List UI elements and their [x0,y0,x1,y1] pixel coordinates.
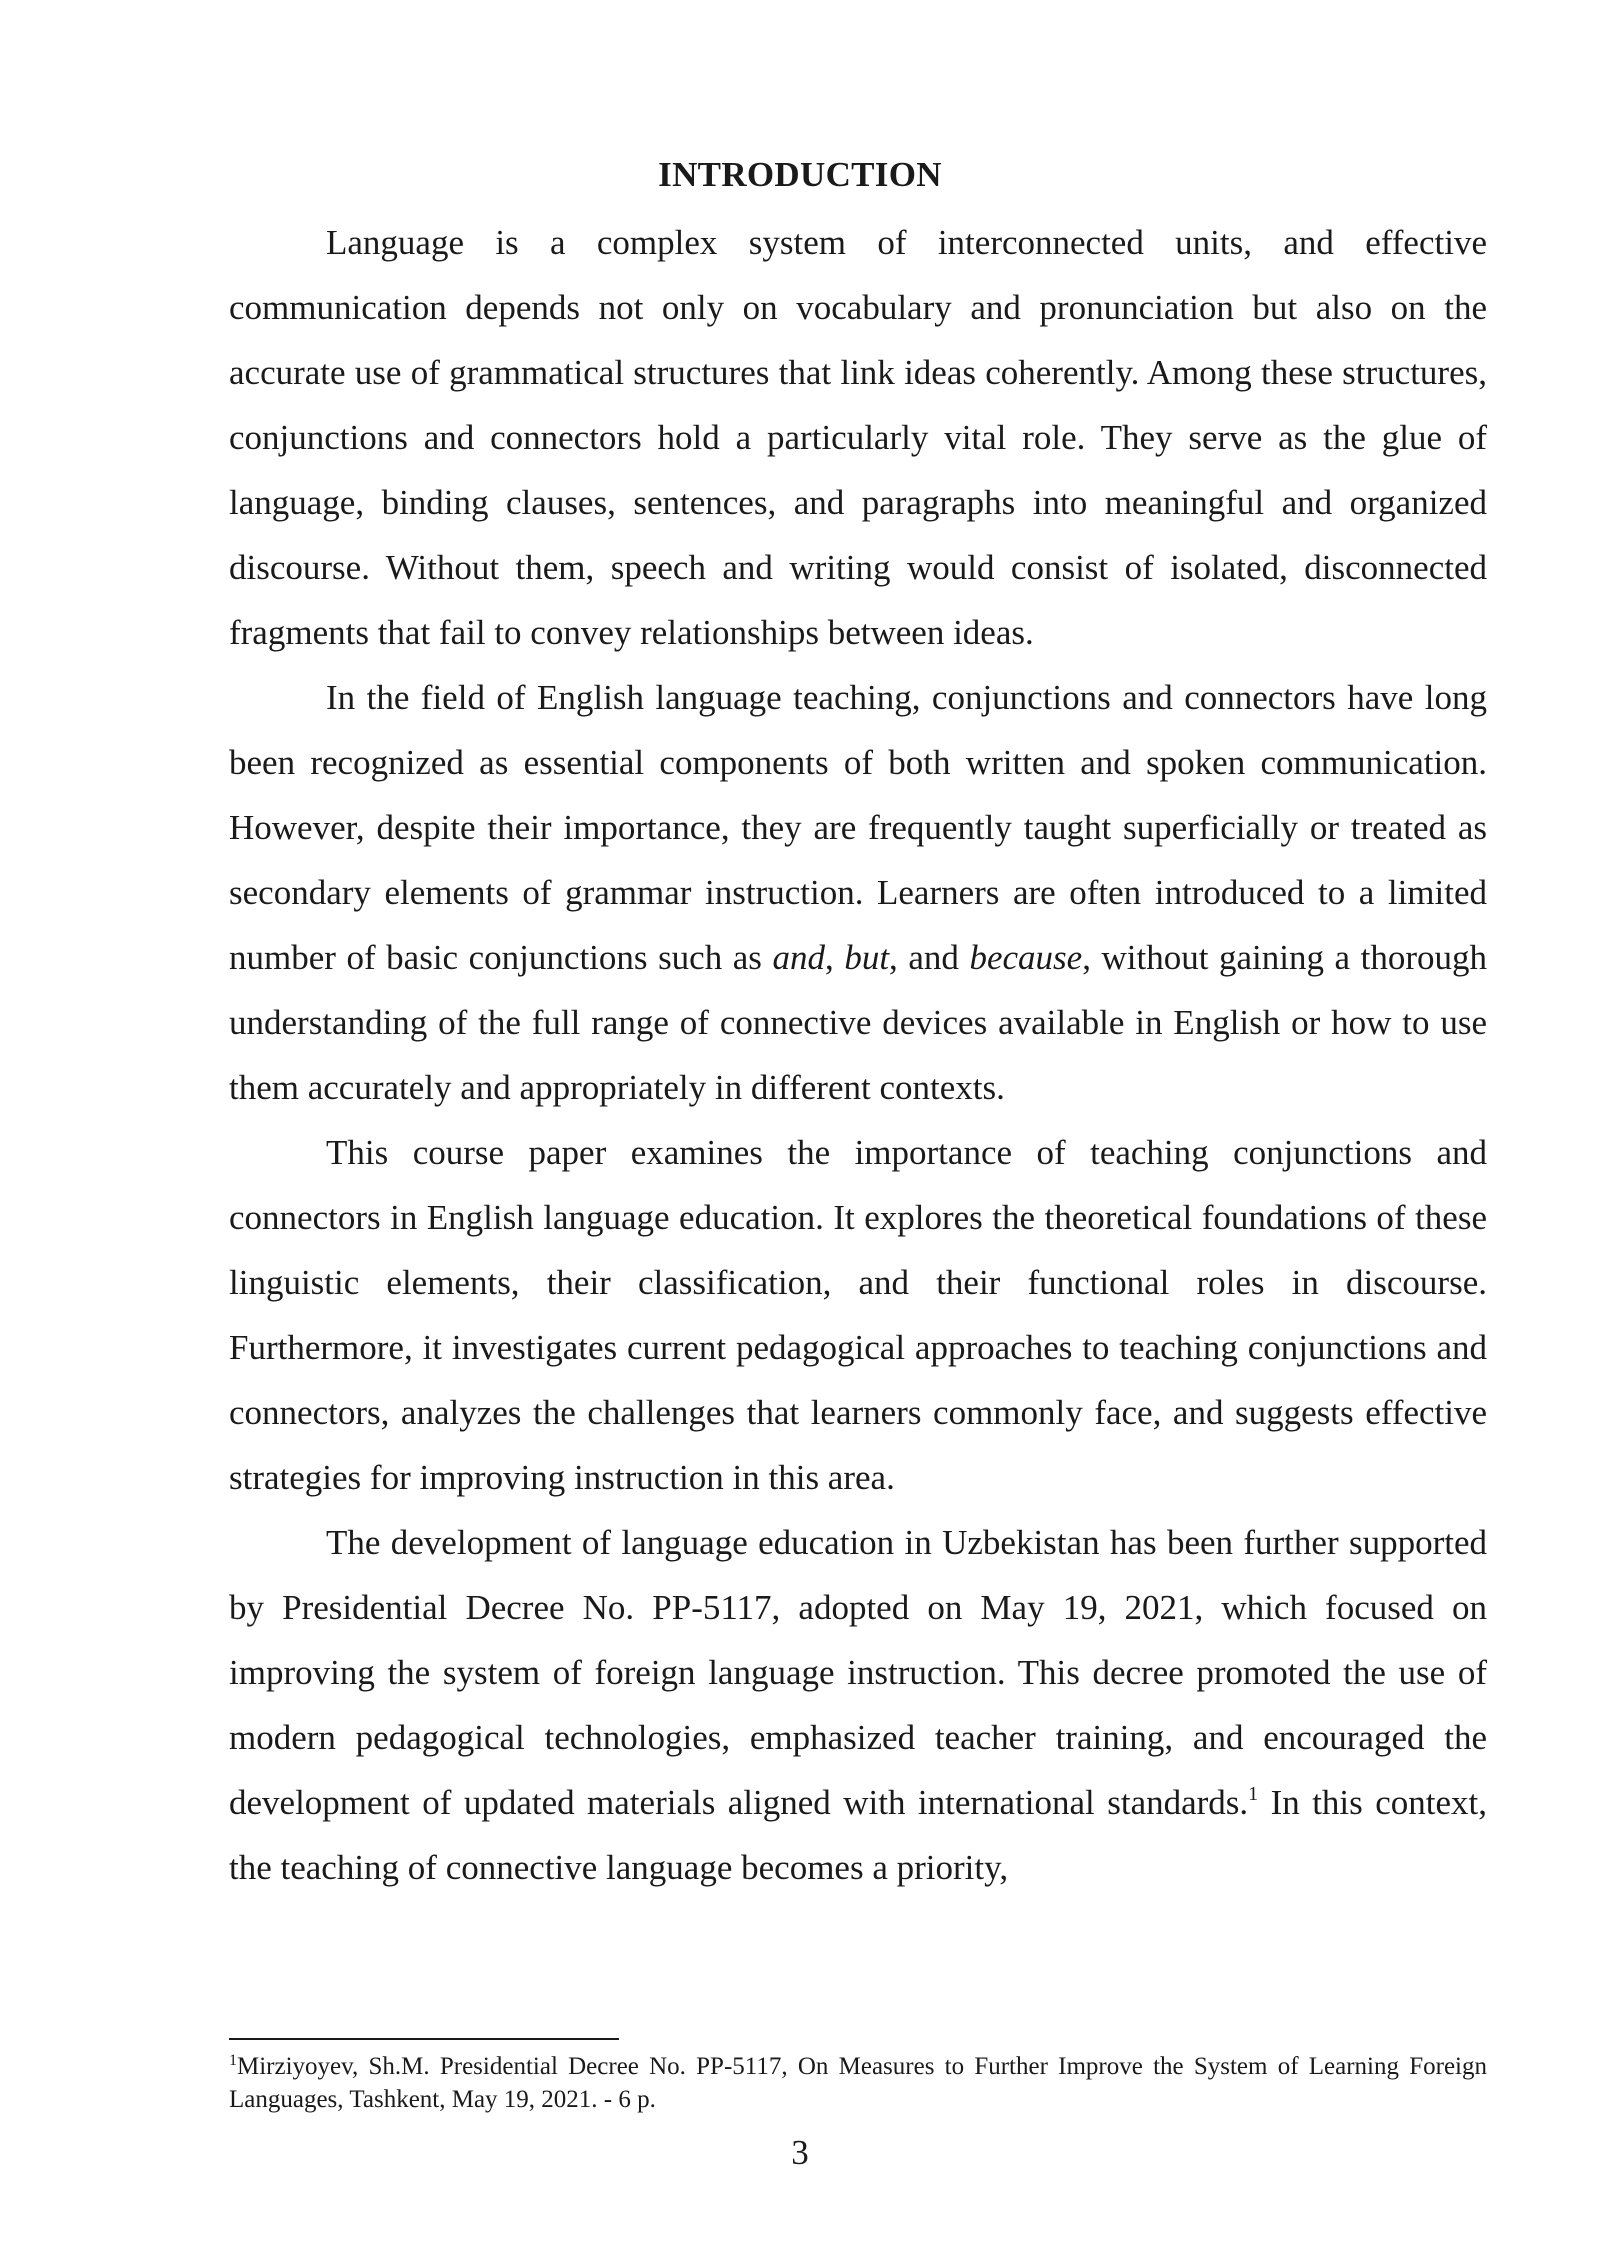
paragraph-3: This course paper examines the importance of teaching conjunctions and connectors in English language education. It explores the theoretical foundations of these linguistic elements, their classification, and their functional roles in discourse. Furthermore, it investigates current pedagogical approaches to teaching conjunctions and connectors, analyzes the challenges that learners commonly face, and suggests effective strategies for improving instruction in this area. [229,1133,1487,1497]
paragraph-2-text-b: , [825,938,845,977]
page-number: 3 [791,2133,809,2172]
paragraph-2-text-c: , and [889,938,970,977]
example-conjunction-but: but [844,938,890,977]
paragraph-4 [229,1510,1487,1900]
paragraph-4-text-a: The development of language education in Uzbekistan has been further supported by Presidential Decree No. PP-5117, adopted on May 19, 2021, which focused on improving the system of foreign language instruction. This decree promoted the use of modern pedagogical technologies, emphasized teacher training, and encouraged the development of updated materials aligned with international standards. [229,1523,1487,1822]
paragraph-2-text-a: In the field of English language teaching, conjunctions and connectors have long been recognized as essential components of both written and spoken communication. However, despite their importance, they are frequently taught superficially or treated as secondary elements of grammar instruction. Learners are often introduced to a limited number of basic conjunctions such as [229,678,1487,977]
example-conjunction-because: because [969,938,1083,977]
paragraph-1: Language is a complex system of interconnected units, and effective communication depends not only on vocabulary and pronunciation but also on the accurate use of grammatical structures that link ideas coherently. Among these structures, conjunctions and connectors hold a particularly vital role. They serve as the glue of language, binding clauses, sentences, and paragraphs into meaningful and organized discourse. Without them, speech and writing would consist of isolated, disconnected fragments that fail to convey relationships between ideas. [229,223,1487,652]
footnote-text: Mirziyoyev, Sh.M. Presidential Decree No. PP-5117, On Measures to Further Improve the System of Learning Foreign Languages, Tashkent, May 19, 2021. - 6 p. [229,2053,1487,2113]
page-title: INTRODUCTION [658,155,942,194]
footnote [229,2050,1487,2116]
footnote-mark: 1 [229,2052,237,2069]
example-conjunction-and: and [772,938,825,977]
footnote-separator [229,2038,619,2040]
paragraph-2-text-d: , without gaining a thorough understanding of the full range of connective devices available in English or how to use them accurately and appropriately in different contexts. [229,938,1488,1107]
paragraph-4-text-b: In this context, the teaching of connective language becomes a priority, [229,1783,1487,1887]
paragraph-2 [229,665,1487,1120]
body-text [229,210,1487,1900]
footnote-reference[interactable]: 1 [1248,1783,1259,1805]
